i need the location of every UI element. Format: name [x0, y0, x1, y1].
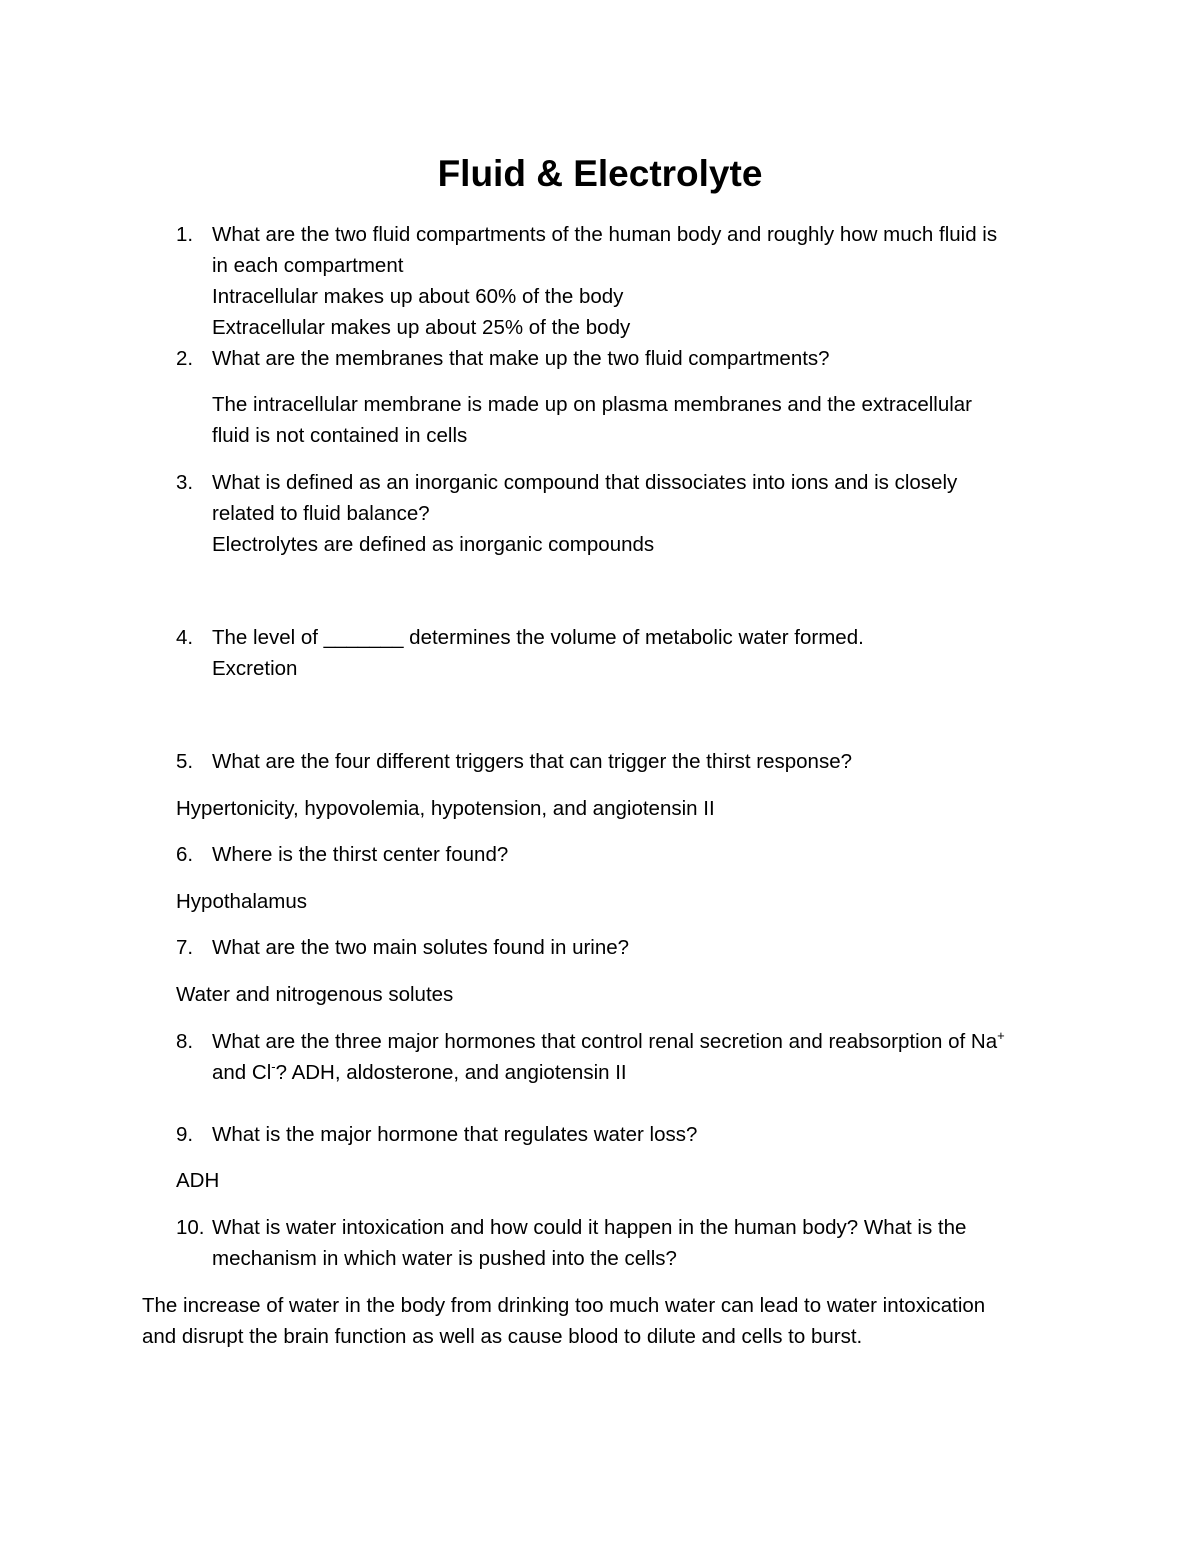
q6-text-line1: Where is the thirst center found? — [212, 843, 509, 866]
q4-answer-line1: Excretion — [212, 657, 298, 680]
q7-text-line1: What are the two main solutes found in urine? — [212, 936, 630, 959]
q5-text-line1: What are the four different triggers that can trigger the thirst response? — [212, 750, 853, 773]
q3-answer-line1: Electrolytes are defined as inorganic compounds — [212, 533, 655, 556]
q1-answer-line2: Extracellular makes up about 25% of the body — [212, 316, 631, 339]
q4-text-line1: The level of _______ determines the volume of metabolic water formed. — [212, 626, 864, 649]
q2-answer-line1: The intracellular membrane is made up on plasma membranes and the extracellular — [212, 393, 973, 416]
q10-number: 10. — [176, 1216, 205, 1239]
q10-answer-line2: and disrupt the brain function as well as cause blood to dilute and cells to burst. — [142, 1325, 863, 1348]
q1-text-line1: What are the two fluid compartments of the human body and roughly how much fluid is — [212, 223, 998, 246]
q2-number: 2. — [176, 347, 194, 370]
q10-text-line2: mechanism in which water is pushed into the cells? — [212, 1247, 677, 1270]
q9-text-line1: What is the major hormone that regulates water loss? — [212, 1123, 698, 1146]
q8-text-line1-main: What are the three major hormones that control renal secretion and reabsorption of Na — [212, 1030, 998, 1053]
q6-number: 6. — [176, 843, 194, 866]
q5-answer-line1: Hypertonicity, hypovolemia, hypotension, and angiotensin II — [176, 797, 715, 820]
q7-number: 7. — [176, 936, 194, 959]
sodium-charge-superscript: + — [997, 1028, 1005, 1043]
q6-answer-line1: Hypothalamus — [176, 890, 308, 913]
q1-text-line2: in each compartment — [212, 254, 404, 277]
q8-number: 8. — [176, 1030, 194, 1053]
chloride-charge-superscript: - — [271, 1059, 276, 1074]
q8-text-line2-start: and Cl — [212, 1061, 272, 1084]
q1-answer-line1: Intracellular makes up about 60% of the body — [212, 285, 624, 308]
q8-text-line2 — [212, 1057, 627, 1088]
q5-number: 5. — [176, 750, 194, 773]
page-title: Fluid & Electrolyte — [437, 153, 763, 194]
q9-answer-line1: ADH — [176, 1169, 220, 1192]
q8-text-line2-end: ? ADH, aldosterone, and angiotensin II — [275, 1061, 627, 1084]
q3-text-line2: related to fluid balance? — [212, 502, 430, 525]
q8-text-line1 — [212, 1026, 1005, 1057]
q10-text-line1: What is water intoxication and how could it happen in the human body? What is the — [212, 1216, 967, 1239]
q9-number: 9. — [176, 1123, 194, 1146]
q1-number: 1. — [176, 223, 194, 246]
q2-text-line1: What are the membranes that make up the two fluid compartments? — [212, 347, 830, 370]
q2-answer-line2: fluid is not contained in cells — [212, 424, 468, 447]
q3-number: 3. — [176, 471, 194, 494]
q3-text-line1: What is defined as an inorganic compound that dissociates into ions and is closely — [212, 471, 958, 494]
q7-answer-line1: Water and nitrogenous solutes — [176, 983, 454, 1006]
q4-number: 4. — [176, 626, 194, 649]
q10-answer-line1: The increase of water in the body from drinking too much water can lead to water intoxication — [142, 1294, 986, 1317]
